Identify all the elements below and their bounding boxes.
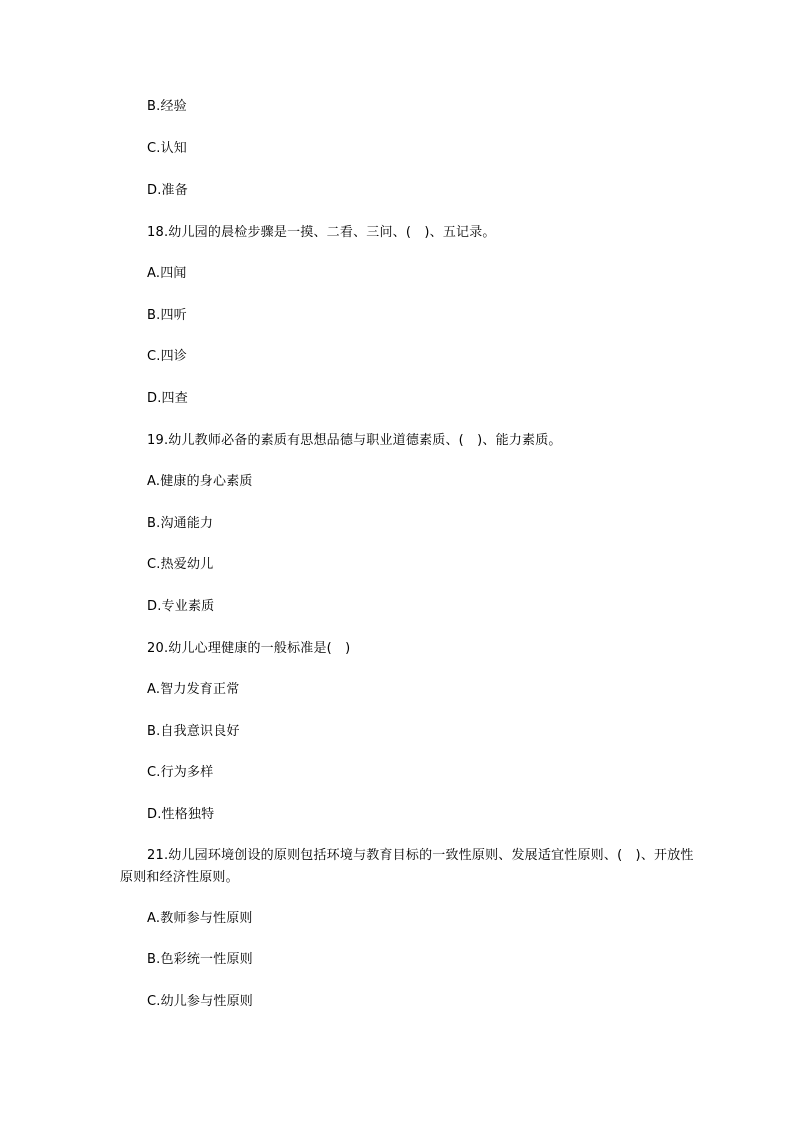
question-21: 21.幼儿园环境创设的原则包括环境与教育目标的一致性原则、发展适宜性原则、( )、开放性原则和经济性原则。 — [120, 848, 694, 885]
option-d-q17: D.准备 — [147, 183, 188, 198]
option-d-q18: D.四查 — [147, 391, 188, 406]
option-c-q17: C.认知 — [147, 141, 188, 156]
option-b-q18: B.四听 — [147, 308, 187, 323]
question-18: 18.幼儿园的晨检步骤是一摸、二看、三问、( )、五记录。 — [147, 225, 496, 240]
option-b-q21: B.色彩统一性原则 — [147, 952, 253, 967]
option-a-q20: A.智力发育正常 — [147, 682, 240, 697]
option-b-q20: B.自我意识良好 — [147, 724, 240, 739]
option-d-q19: D.专业素质 — [147, 599, 215, 614]
option-a-q21: A.教师参与性原则 — [147, 911, 253, 926]
option-c-q21: C.幼儿参与性原则 — [147, 994, 254, 1009]
option-a-q19: A.健康的身心素质 — [147, 474, 253, 489]
option-c-q18: C.四诊 — [147, 349, 188, 364]
option-c-q20: C.行为多样 — [147, 765, 214, 780]
question-20: 20.幼儿心理健康的一般标准是( ) — [147, 641, 351, 656]
option-d-q20: D.性格独特 — [147, 807, 215, 822]
option-a-q18: A.四闻 — [147, 266, 187, 281]
question-19: 19.幼儿教师必备的素质有思想品德与职业道德素质、( )、能力素质。 — [147, 433, 562, 448]
option-c-q19: C.热爱幼儿 — [147, 557, 214, 572]
option-b-q17: B.经验 — [147, 99, 187, 114]
option-b-q19: B.沟通能力 — [147, 516, 214, 531]
